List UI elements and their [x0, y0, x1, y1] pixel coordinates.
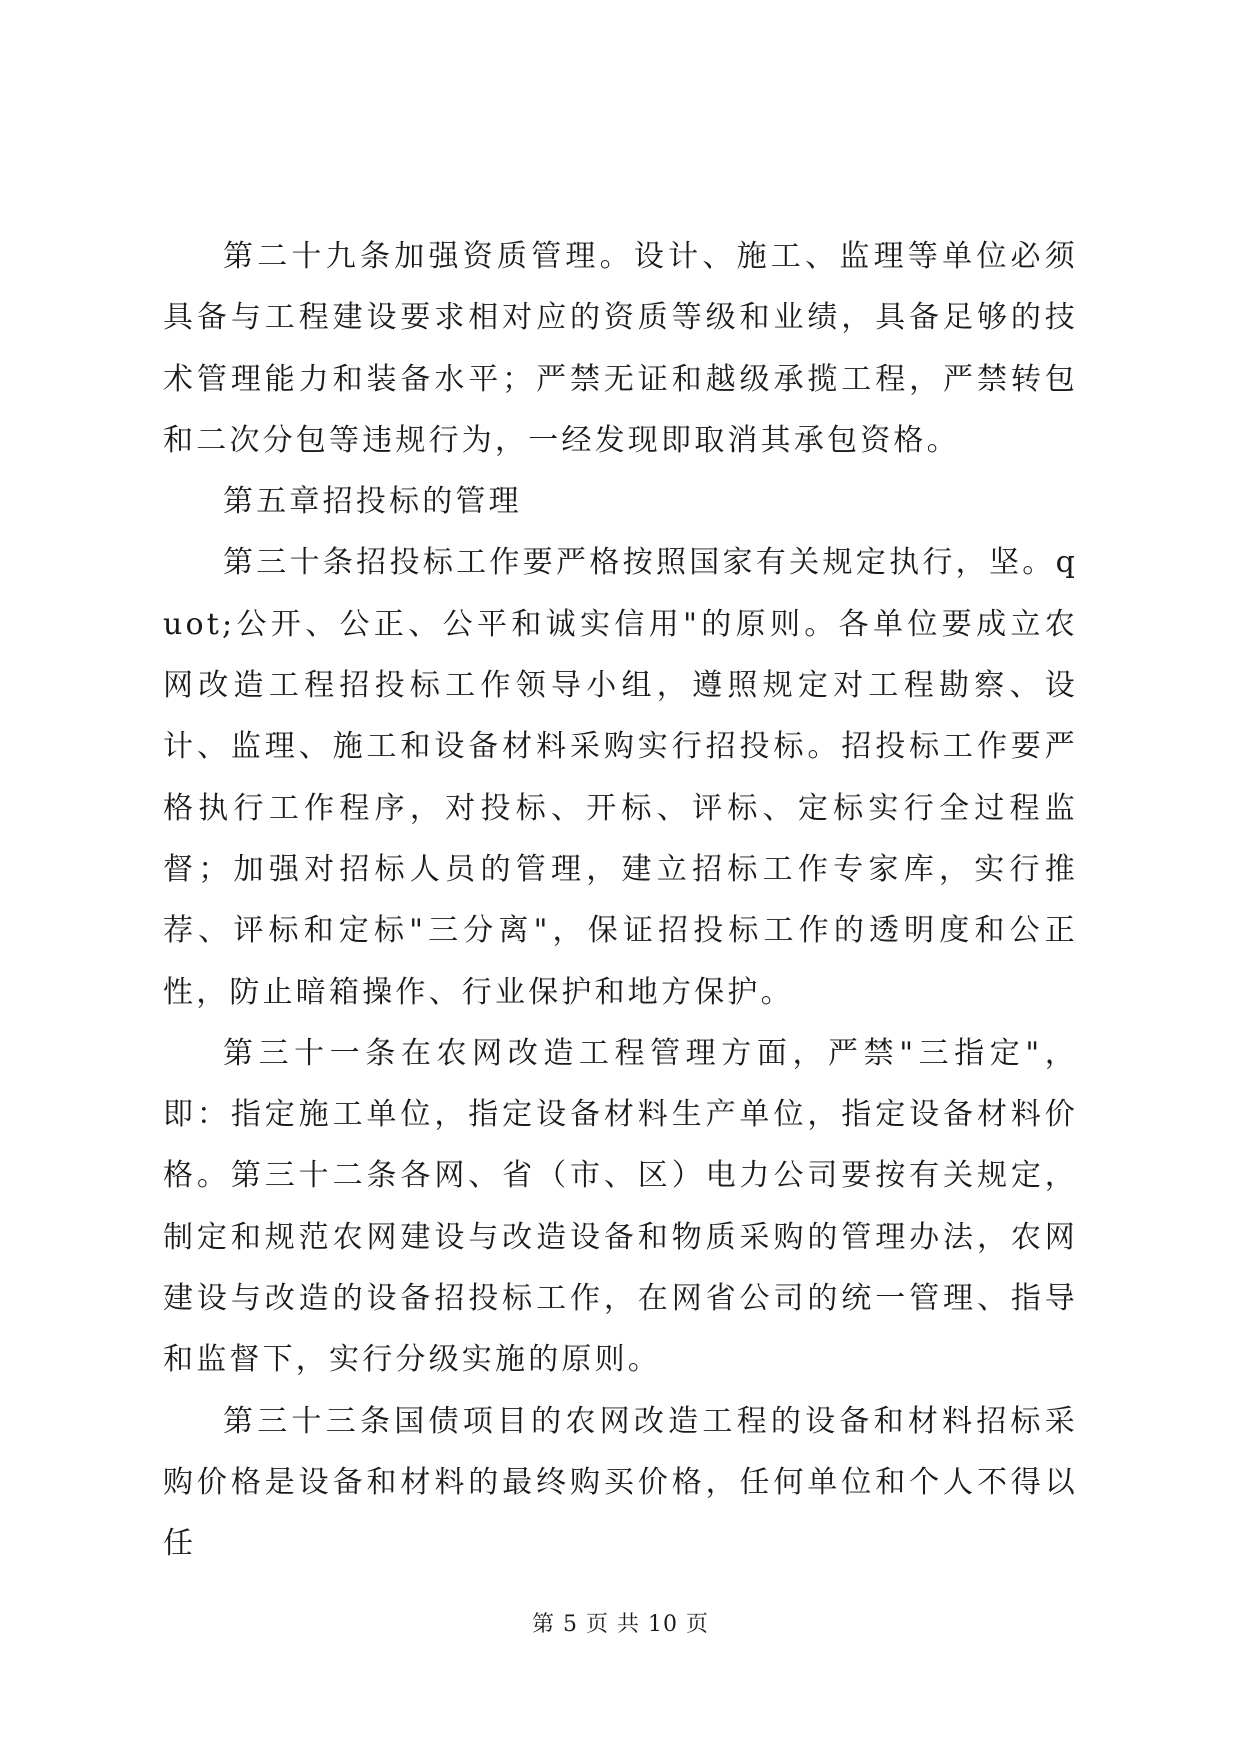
paragraph-article-33: 第三十三条国债项目的农网改造工程的设备和材料招标采购价格是设备和材料的最终购买价格，任何单位和个人不得以任	[163, 1403, 1078, 1562]
paragraph-article-29: 第二十九条加强资质管理。设计、施工、监理等单位必须具备与工程建设要求相对应的资质等级和业绩，具备足够的技术管理能力和装备水平；严禁无证和越级承揽工程，严禁转包和二次分包等违规行为，一经发现即取消其承包资格。	[163, 239, 1078, 458]
paragraph-article-31: 第三十一条在农网改造工程管理方面，严禁"三指定"，即：指定施工单位，指定设备材料生产单位，指定设备材料价格。第三十二条各网、省（市、区）电力公司要按有关规定，制定和规范农网建设与改造设备和物质采购的管理办法，农网建设与改造的设备招投标工作，在网省公司的统一管理、指导和监督下，实行分级实施的原则。	[163, 1035, 1078, 1378]
page-number-footer: 第 5 页 共 10 页	[532, 1612, 709, 1637]
document-body	[163, 226, 1078, 1575]
chapter-heading: 第五章招投标的管理	[223, 484, 522, 520]
paragraph-article-30: 第三十条招投标工作要严格按照国家有关规定执行，坚。quot;公开、公正、公平和诚实信用"的原则。各单位要成立农网改造工程招投标工作领导小组，遵照规定对工程勘察、设计、监理、施工和设备材料采购实行招投标。招投标工作要严格执行工作程序，对投标、开标、评标、定标实行全过程监督；加强对招标人员的管理，建立招标工作专家库，实行推荐、评标和定标"三分离"，保证招投标工作的透明度和公正性，防止暗箱操作、行业保护和地方保护。	[163, 545, 1078, 1010]
